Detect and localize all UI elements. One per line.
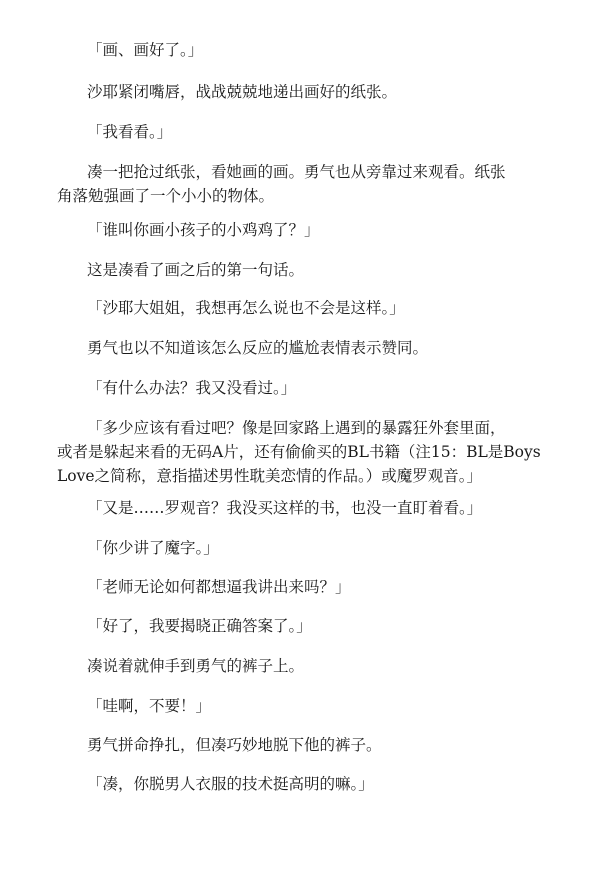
paragraph-line: 「多少应该有看过吧？像是回家路上遇到的暴露狂外套里面，	[87, 419, 506, 437]
paragraph-line: 勇气也以不知道该怎么反应的尴尬表情表示赞同。	[87, 339, 429, 357]
paragraph-line: 「画、画好了。」	[87, 41, 204, 59]
paragraph-11	[0, 496, 613, 520]
paragraph-line: 沙耶紧闭嘴唇，战战兢兢地递出画好的纸张。	[87, 83, 398, 101]
paragraph-8	[0, 336, 613, 360]
paragraph-line: 「谁叫你画小孩子的小鸡鸡了？」	[87, 221, 320, 239]
paragraph-4	[0, 160, 613, 208]
paragraph-line: 「老师无论如何都想逼我讲出来吗？」	[87, 578, 351, 596]
paragraph-line: 或者是躲起来看的无码A片，还有偷偷买的BL书籍（注15：BL是Boys	[57, 443, 541, 461]
paragraph-15	[0, 654, 613, 678]
paragraph-line: 「有什么办法？我又没看过。」	[87, 379, 297, 397]
paragraph-7	[0, 296, 613, 320]
paragraph-1	[0, 38, 613, 62]
paragraph-line: 「沙耶大姐姐，我想再怎么说也不会是这样。」	[87, 299, 405, 317]
paragraph-line: 角落勉强画了一个小小的物体。	[57, 187, 275, 205]
paragraph-2	[0, 80, 613, 104]
paragraph-line: 「又是……罗观音？我没买这样的书，也没一直盯着看。」	[87, 499, 483, 517]
paragraph-line: 「好了，我要揭晓正确答案了。」	[87, 617, 312, 635]
paragraph-10	[0, 416, 613, 488]
paragraph-9	[0, 376, 613, 400]
paragraph-line: 勇气拼命挣扎，但凑巧妙地脱下他的裤子。	[87, 736, 382, 754]
paragraph-16	[0, 694, 613, 718]
paragraph-18	[0, 772, 613, 796]
paragraph-12	[0, 536, 613, 560]
paragraph-line: 这是凑看了画之后的第一句话。	[87, 261, 305, 279]
paragraph-14	[0, 614, 613, 638]
paragraph-line: Love之简称，意指描述男性耽美恋情的作品。）或魔罗观音。」	[57, 467, 483, 485]
paragraph-line: 凑说着就伸手到勇气的裤子上。	[87, 657, 305, 675]
paragraph-6	[0, 258, 613, 282]
paragraph-5	[0, 218, 613, 242]
paragraph-line: 「凑，你脱男人衣服的技术挺高明的嘛。」	[87, 775, 374, 793]
paragraph-17	[0, 733, 613, 757]
paragraph-line: 「我看看。」	[87, 123, 173, 141]
paragraph-line: 「哇啊，不要！」	[87, 697, 212, 715]
paragraph-13	[0, 575, 613, 599]
paragraph-line: 凑一把抢过纸张，看她画的画。勇气也从旁靠过来观看。纸张	[87, 163, 506, 181]
paragraph-3	[0, 120, 613, 144]
paragraph-line: 「你少讲了魔字。」	[87, 539, 219, 557]
